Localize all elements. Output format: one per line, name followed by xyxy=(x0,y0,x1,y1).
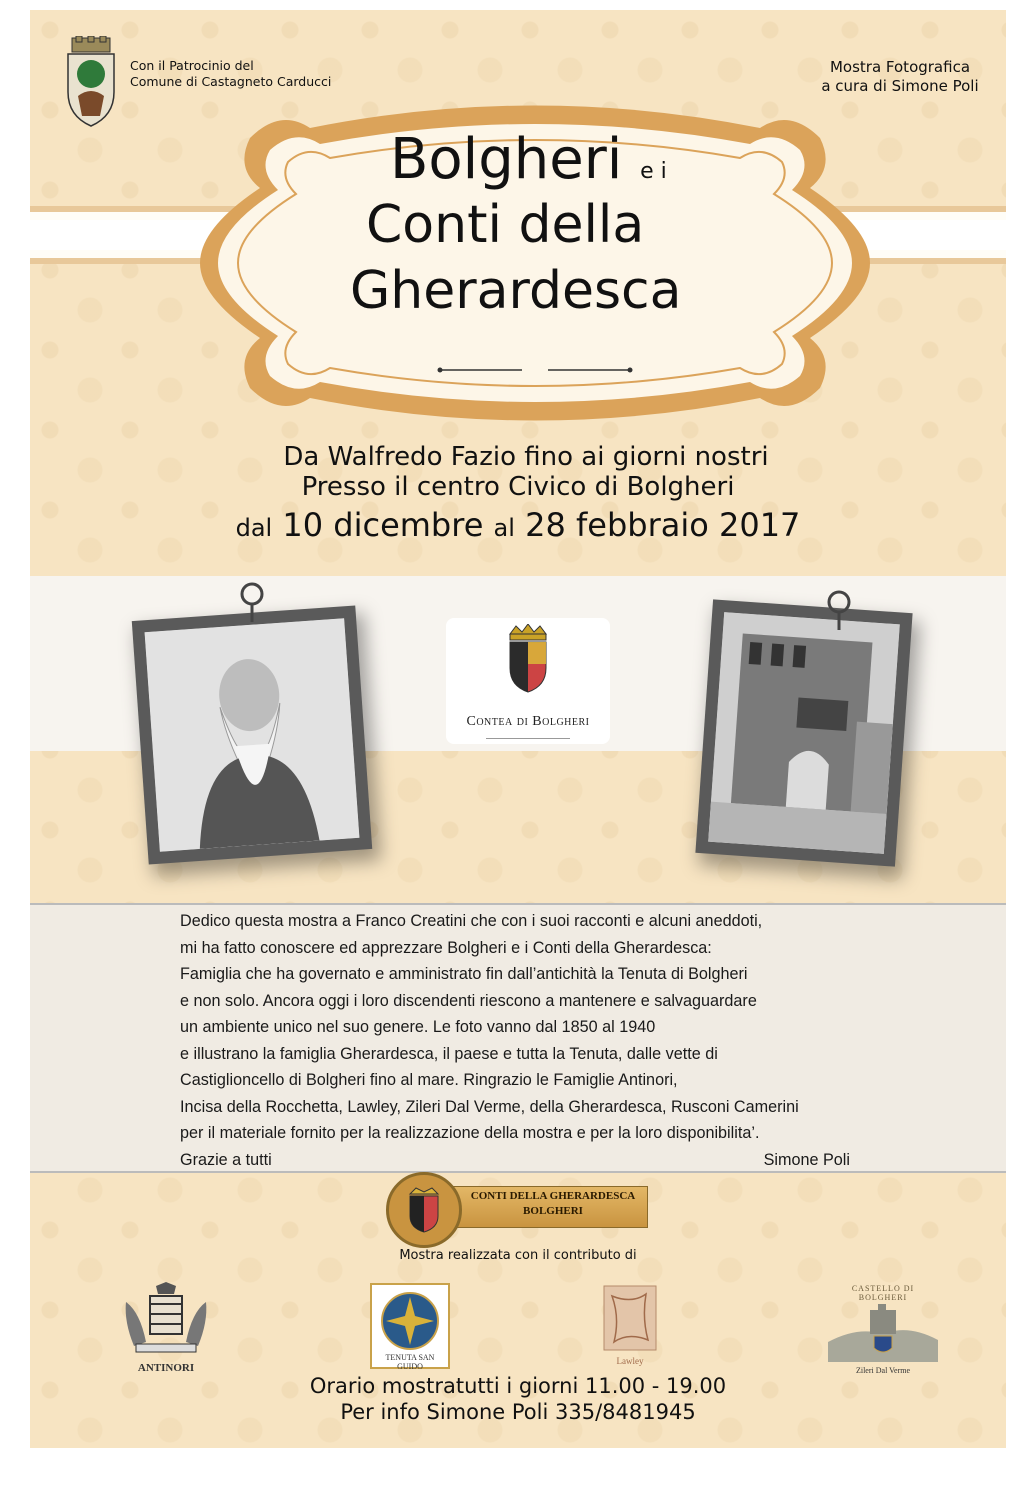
frame-hook-icon xyxy=(235,582,269,622)
paragraph-line: Castiglioncello di Bolgheri fino al mare. Ringrazio le Famiglie Antinori, xyxy=(180,1071,678,1089)
info-text: Per info Simone Poli 335/8481945 xyxy=(340,1400,696,1424)
antinori-crest-icon xyxy=(116,1282,216,1358)
sponsor-lawley xyxy=(602,1284,658,1366)
frame-hook-icon xyxy=(822,590,856,630)
gherardesca-label xyxy=(386,1172,648,1248)
sponsor-antinori-label: ANTINORI xyxy=(137,1362,195,1374)
lawley-map-icon xyxy=(602,1284,658,1352)
castle-gate-icon xyxy=(708,612,900,854)
paragraph-line: Incisa della Rocchetta, Lawley, Zileri Dal Verme, della Gherardesca, Rusconi Camerini xyxy=(180,1097,799,1116)
subtitle-al: al xyxy=(493,514,515,542)
sponsor-lawley-label: Lawley xyxy=(616,1356,644,1366)
title-line3: Gherardesca xyxy=(350,261,682,321)
castle-photo xyxy=(708,612,900,854)
contea-shield-icon xyxy=(504,624,552,694)
sponsor-san-guido xyxy=(370,1283,450,1369)
contea-text: Contea di Bolgheri xyxy=(466,714,590,729)
signature-text: Simone Poli xyxy=(763,1150,850,1169)
paragraph-line: Dedico questa mostra a Franco Creatini che con i suoi racconti e alcuni aneddoti, xyxy=(180,912,763,930)
bearded-man-portrait-icon xyxy=(145,618,360,851)
castello-landscape-icon xyxy=(828,1302,938,1362)
contea-divider xyxy=(486,738,570,739)
poster xyxy=(30,10,1006,1448)
sponsor-castello-label: CASTELLO DI BOLGHERI xyxy=(851,1284,915,1302)
patronage-line1: Con il Patrocinio del xyxy=(130,58,254,73)
curator-line1: Mostra Fotografica xyxy=(829,58,971,76)
title-line2: Conti della xyxy=(366,195,645,255)
paragraph-line: per il materiale fornito per la realizzazione della mostra e per la loro disponibilita’. xyxy=(180,1124,760,1142)
subtitle-dates xyxy=(30,502,1006,551)
sponsor-san-guido-label: TENUTA SAN GUIDO xyxy=(385,1353,435,1371)
thanks-text: Grazie a tutti xyxy=(180,1150,272,1169)
subtitle-line1: Da Walfredo Fazio fino ai giorni nostri xyxy=(283,442,769,472)
paragraph-line: Famiglia che ha governato e amministrato fin dall’antichità la Tenuta di Bolgheri xyxy=(180,965,748,983)
hours-text: Orario mostratutti i giorni 11.00 - 19.00 xyxy=(309,1374,727,1398)
paragraph-line: un ambiente unico nel suo genere. Le foto vanno dal 1850 al 1940 xyxy=(180,1018,656,1036)
paragraph-line: e non solo. Ancora oggi i loro discendenti riescono a mantenere e salvaguardare xyxy=(180,991,757,1010)
patronage-line2: Comune di Castagneto Carducci xyxy=(130,74,332,89)
dedication-paragraph xyxy=(180,908,870,1173)
paragraph-line: e illustrano la famiglia Gherardesca, il paese e tutta la Tenuta, dalle vette di xyxy=(180,1044,718,1063)
comune-coat-of-arms-icon xyxy=(64,36,118,128)
curator-line2: a cura di Simone Poli xyxy=(821,77,979,95)
contrib-text: Mostra realizzata con il contributo di xyxy=(399,1248,637,1263)
sponsor-antinori xyxy=(116,1282,216,1374)
compass-star-icon xyxy=(378,1289,442,1353)
title-conj: e i xyxy=(640,159,667,184)
sponsor-zileri-label: Zileri Dal Verme xyxy=(855,1366,911,1375)
sponsor-castello xyxy=(828,1284,938,1374)
contea-logo xyxy=(446,618,610,744)
label-line2: BOLGHERI xyxy=(523,1205,583,1217)
paragraph-line: mi ha fatto conoscere ed apprezzare Bolgheri e i Conti della Gherardesca: xyxy=(180,938,712,957)
title-line1: Bolgheri xyxy=(390,127,623,192)
gherardesca-shield-icon xyxy=(406,1186,442,1234)
subtitle-date2: 28 febbraio 2017 xyxy=(525,506,801,544)
portrait-photo xyxy=(145,618,360,851)
label-line1: CONTI DELLA GHERARDESCA xyxy=(470,1190,636,1202)
subtitle-dal: dal xyxy=(235,514,273,542)
subtitle-line2: Presso il centro Civico di Bolgheri xyxy=(301,472,735,502)
subtitle-date1: 10 dicembre xyxy=(282,506,484,544)
